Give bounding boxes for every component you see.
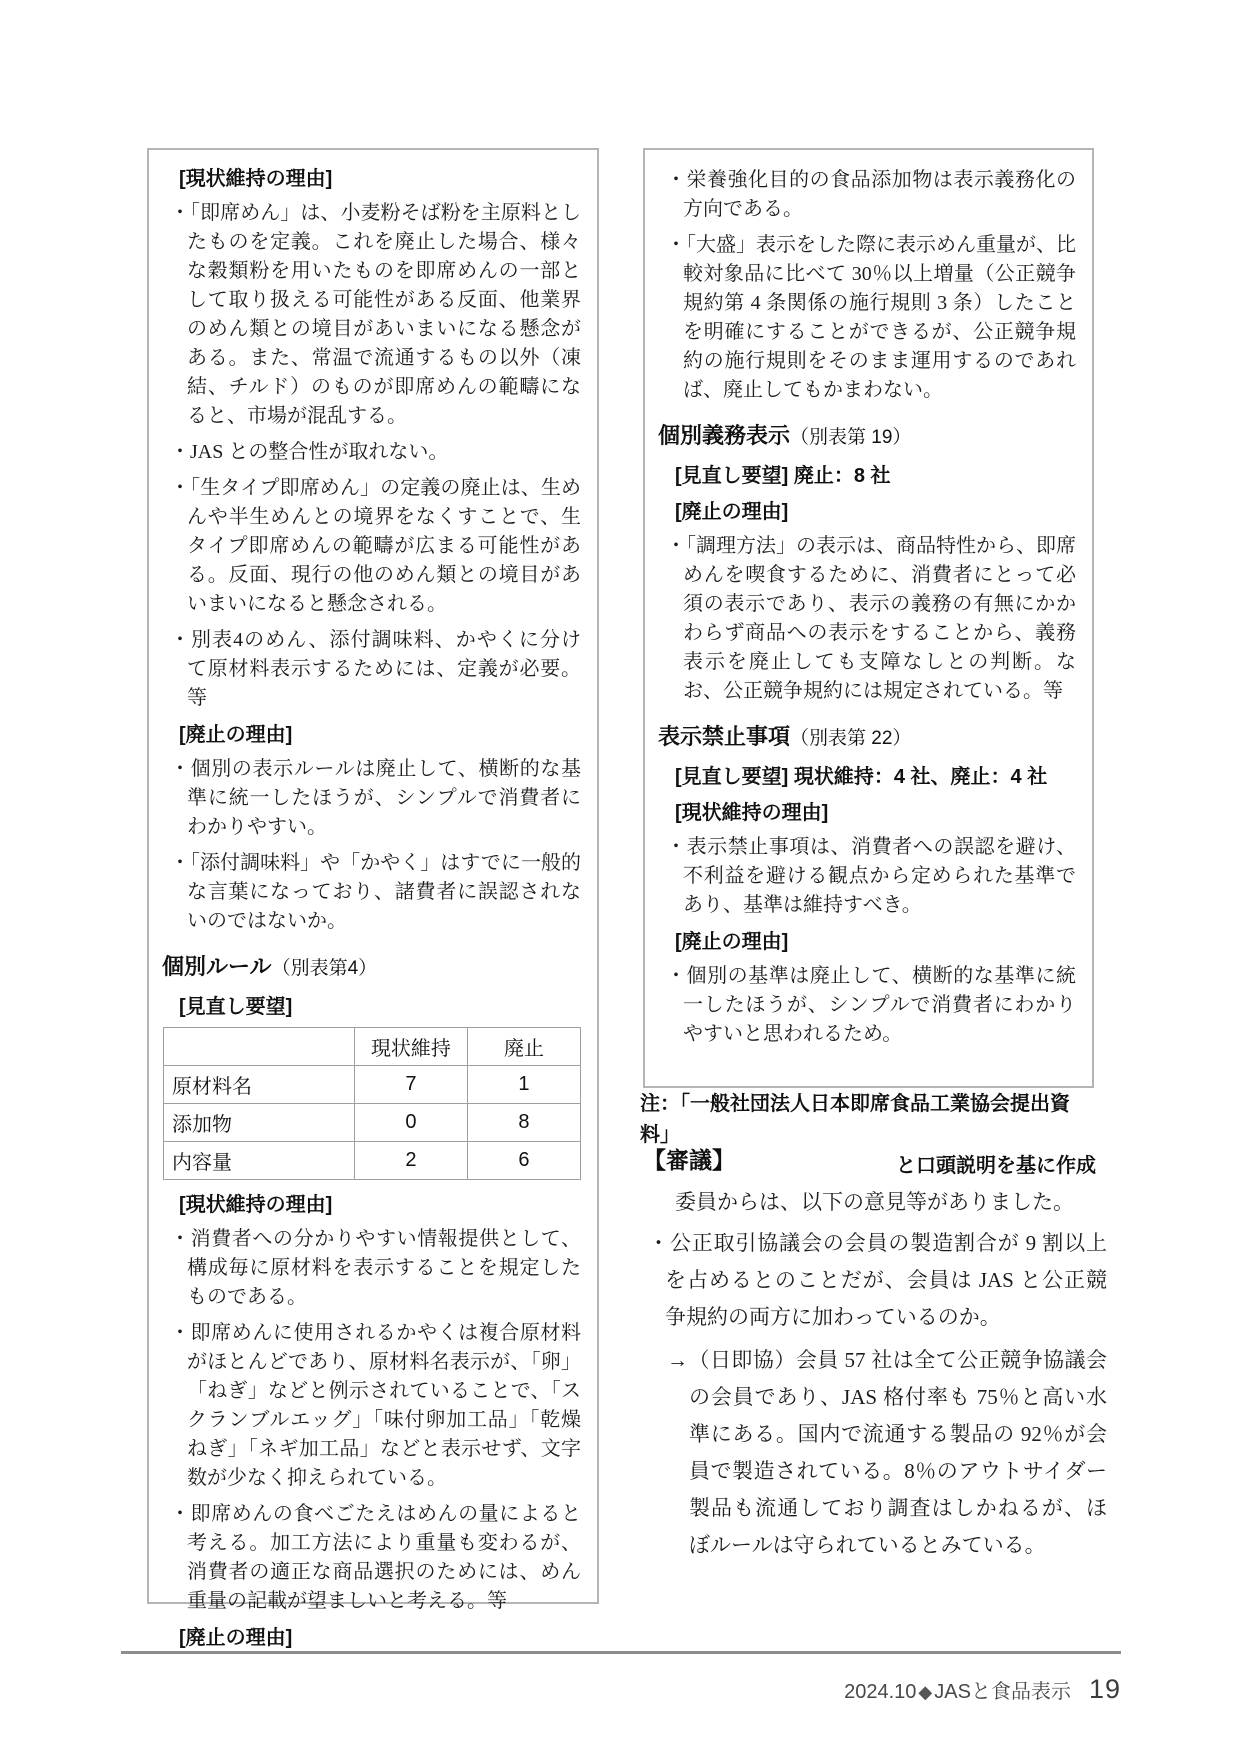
table-cell-label: 原材料名	[164, 1066, 355, 1104]
bracket-heading: [現状維持の理由]	[179, 1194, 333, 1216]
bullet-paragraph: ・表示禁止事項は、消費者への誤認を避け、不利益を避ける観点から定められた基準であり、基準は維持すべき。	[666, 836, 1076, 916]
page-number: 19	[1088, 1674, 1121, 1704]
section-heading	[658, 722, 1076, 754]
section-heading-title: 個別義務表示	[658, 423, 791, 448]
bullet-paragraph: ・栄養強化目的の食品添加物は表示義務化の方向である。	[666, 169, 1076, 220]
deliberation-section	[643, 1142, 1107, 1564]
table-cell-label: 内容量	[164, 1142, 355, 1180]
table-row	[164, 1142, 581, 1180]
source-note-line2: と口頭説明を基に作成	[896, 1155, 1096, 1177]
deliberation-intro: 委員からは、以下の意見等がありました。	[675, 1190, 1074, 1214]
bullet-paragraph: ・「即席めん」は、小麦粉そば粉を主原料としたものを定義。これを廃止した場合、様々な穀類粉を用いたものを即席めんの一部として取り扱える可能性がある反面、他業界のめん類との境目があいまいになる懸念がある。また、常温で流通するもの以外（凍結、チルド）のものが即席めんの範疇になると、市場が混乱する。	[170, 202, 581, 427]
right-panel	[643, 148, 1094, 1088]
bullet-paragraph: ・「添付調味料」や「かやく」はすでに一般的な言葉になっており、諸費者に誤認されないのではないか。	[170, 852, 581, 932]
table-cell-value: 0	[354, 1104, 467, 1142]
section-heading	[162, 952, 581, 984]
source-note-line1: 注：「一般社団法人日本即席食品工業協会提出資料」	[640, 1093, 1070, 1146]
footer-issue: 2024.10	[844, 1681, 917, 1703]
bullet-paragraph: ・「大盛」表示をした際に表示めん重量が、比較対象品に比べて 30％以上増量（公正競争規約第 4 条関係の施行規則 3 条）したことを明確にすることができるが、公正競争規約の施行規則をそのまま運用するのであれば、廃止してもかまわない。	[666, 234, 1076, 401]
bullet-paragraph: ・消費者への分かりやすい情報提供として、構成毎に原材料を表示することを規定したものである。	[170, 1228, 581, 1308]
footer-divider	[121, 1651, 1121, 1654]
bracket-heading: [見直し要望] 廃止：8 社	[675, 465, 891, 487]
left-panel	[147, 148, 599, 1649]
table-cell-value: 6	[467, 1142, 580, 1180]
table-cell-value: 7	[354, 1066, 467, 1104]
deliberation-heading: 【審議】	[643, 1147, 735, 1173]
bullet-paragraph: ・個別の基準は廃止して、横断的な基準に統一したほうが、シンプルで消費者にわかりやすいと思われるため。	[666, 965, 1076, 1045]
section-heading-sub: （別表第 19）	[790, 427, 912, 448]
bullet-paragraph: ・「生タイプ即席めん」の定義の廃止は、生めんや半生めんとの境界をなくすことで、生タイプ即席めんの範疇が広まる可能性がある。反面、現行の他のめん類との境目があいまいになると懸念される。	[170, 477, 581, 615]
bullet-paragraph: ・即席めんに使用されるかやくは複合原材料がほとんどであり、原材料名表示が、「卵」「ねぎ」などと例示されていることで、「スクランブルエッグ」「味付卵加工品」「乾燥ねぎ」「ネギ加工品」などと表示せず、文字数が少なく抑えられている。	[170, 1322, 581, 1489]
bracket-heading: [廃止の理由]	[179, 724, 293, 746]
section-heading-title: 個別ルール	[162, 954, 272, 979]
table-row	[164, 1066, 581, 1104]
bullet-paragraph: ・公正取引協議会の会員の製造割合が 9 割以上を占めるとのことだが、会員は JAS と公正競争規約の両方に加わっているのか。	[648, 1231, 1107, 1329]
bullet-paragraph: ・別表4のめん、添付調味料、かやくに分けて原材料表示するためには、定義が必要。等	[170, 629, 581, 709]
bracket-heading: [現状維持の理由]	[179, 168, 333, 190]
table-header-empty	[164, 1028, 355, 1066]
section-heading-sub: （別表第 22）	[790, 728, 912, 749]
diamond-icon: ◆	[918, 1682, 933, 1702]
table-cell-value: 2	[354, 1142, 467, 1180]
footer-title: JASと食品表示	[934, 1681, 1071, 1703]
table-header-maintain: 現状維持	[354, 1028, 467, 1066]
table-header-row	[164, 1028, 581, 1066]
table-cell-label: 添加物	[164, 1104, 355, 1142]
bullet-paragraph: ・即席めんの食べごたえはめんの量によると考える。加工方法により重量も変わるが、消費者の適正な商品選択のためには、めん重量の記載が望ましいと考える。等	[170, 1503, 581, 1612]
table-header-abolish: 廃止	[467, 1028, 580, 1066]
bracket-heading: [現状維持の理由]	[675, 802, 829, 824]
bracket-heading: [廃止の理由]	[179, 1627, 293, 1649]
review-table	[163, 1027, 581, 1180]
reply-paragraph: →（日即協）会員 57 社は全て公正競争協議会の会員であり、JAS 格付率も 75％と高い水準にある。国内で流通する製品の 92％が会員で製造されている。8％のアウトサイダー製品も流通しており調査はしかねるが、ほぼルールは守られているとみている。	[667, 1348, 1107, 1557]
bracket-heading: [見直し要望] 現状維持：4 社、廃止：4 社	[675, 766, 1048, 788]
bullet-paragraph: ・JAS との整合性が取れない。	[170, 441, 449, 463]
bracket-heading: [見直し要望]	[179, 996, 293, 1018]
section-heading	[658, 421, 1076, 453]
section-heading-sub: （別表第4）	[271, 958, 378, 979]
table-cell-value: 8	[467, 1104, 580, 1142]
table-row	[164, 1104, 581, 1142]
bullet-paragraph: ・個別の表示ルールは廃止して、横断的な基準に統一したほうが、シンプルで消費者にわかりやすい。	[170, 758, 581, 838]
bracket-heading: [廃止の理由]	[675, 501, 789, 523]
bracket-heading: [廃止の理由]	[675, 931, 789, 953]
table-cell-value: 1	[467, 1066, 580, 1104]
bullet-paragraph: ・「調理方法」の表示は、商品特性から、即席めんを喫食するために、消費者にとって必須の表示であり、表示の義務の有無にかかわらず商品への表示をすることから、義務表示を廃止しても支障なしとの判断。なお、公正競争規約には規定されている。等	[666, 535, 1076, 702]
footer	[121, 1672, 1121, 1709]
section-heading-title: 表示禁止事項	[658, 724, 791, 749]
